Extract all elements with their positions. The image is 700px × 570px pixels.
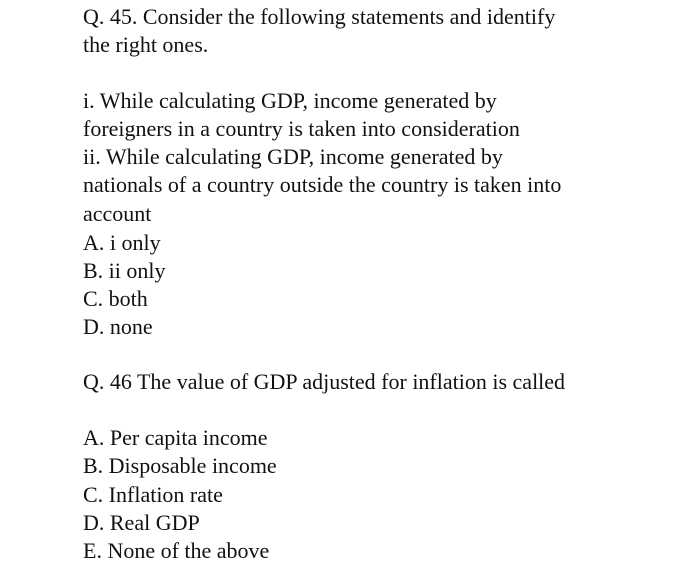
- q45-statement-i-line-2: foreigners in a country is taken into consideration: [83, 116, 520, 141]
- q46-option-a: A. Per capita income: [83, 425, 268, 450]
- q46-option-d: D. Real GDP: [83, 510, 200, 535]
- q45-heading-line-2: the right ones.: [83, 32, 209, 57]
- q46-option-b: B. Disposable income: [83, 453, 277, 478]
- q45-statement-ii-line-3: account: [83, 201, 152, 226]
- q45-statement-ii-line-1: ii. While calculating GDP, income generated by: [83, 144, 503, 169]
- q45-statement-ii-line-2: nationals of a country outside the country is taken into: [83, 172, 562, 197]
- q46-option-c: C. Inflation rate: [83, 482, 223, 507]
- q45-option-d: D. none: [83, 314, 153, 339]
- q45-option-c: C. both: [83, 286, 148, 311]
- q46-option-e: E. None of the above: [83, 538, 270, 563]
- q45-option-a: A. i only: [83, 230, 161, 255]
- q46-heading: Q. 46 The value of GDP adjusted for inflation is called: [83, 369, 566, 394]
- q45-option-b: B. ii only: [83, 258, 166, 283]
- q45-statement-i-line-1: i. While calculating GDP, income generated by: [83, 88, 497, 113]
- q45-heading-line-1: Q. 45. Consider the following statements and identify: [83, 4, 556, 29]
